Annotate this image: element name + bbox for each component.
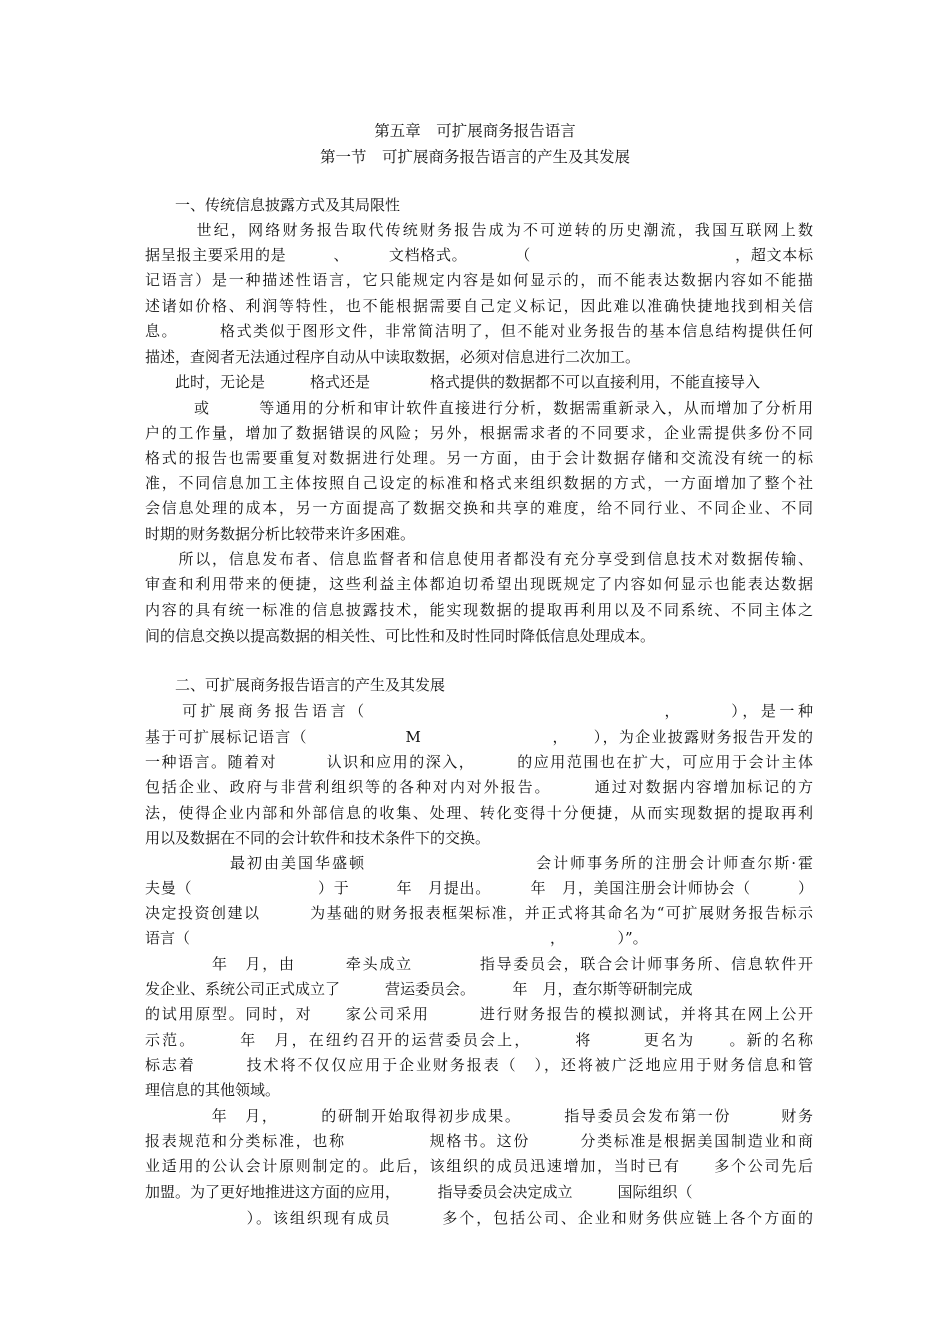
- text-line: 法，使得企业内部和外部信息的收集、处理、转化变得十分便捷，从而实现数据的提取再利: [145, 804, 813, 822]
- text-line: 加盟。为了更好地推进这方面的应用， 指导委员会决定成立 国际组织（: [145, 1183, 693, 1201]
- text-line: 基于可扩展标记语言（ M ， ），为企业披露财务报告开发的: [145, 728, 813, 746]
- text-line: 报表规范和分类标准，也称 规格书。这份 分类标准是根据美国制造业和商: [145, 1132, 813, 1150]
- text-line: 会信息处理的成本，另一方面提高了数据交换和共享的难度，给不同行业、不同企业、不同: [145, 499, 813, 517]
- text-line: 包括企业、政府与非营利组织等的各种对内对外报告。 通过对数据内容增加标记的方: [145, 778, 813, 796]
- text-line: 一、传统信息披露方式及其局限性: [145, 196, 401, 214]
- text-line: 间的信息交换以提高数据的相关性、可比性和及时性同时降低信息处理成本。: [145, 627, 656, 645]
- chapter-title: 第五章 可扩展商务报告语言: [374, 122, 576, 140]
- text-line: 的试用原型。同时，对 家公司采用 进行财务报告的模拟测试，并将其在网上公开: [145, 1005, 813, 1023]
- text-line: 二、可扩展商务报告语言的产生及其发展: [145, 676, 446, 694]
- text-line: ）。该组织现有成员 多个，包括公司、企业和财务供应链上各个方面的: [145, 1209, 813, 1227]
- text-line: 可扩展商务报告语言（ ， ），是一种: [145, 702, 813, 720]
- section-title: 第一节 可扩展商务报告语言的产生及其发展: [319, 148, 630, 166]
- text-line: 年 月， 的研制开始取得初步成果。 指导委员会发布第一份 财务: [145, 1107, 813, 1125]
- text-line: 标志着 技术将不仅仅应用于企业财务报表（ ），还将被广泛地应用于财务信息和管: [145, 1056, 813, 1074]
- text-line: 所以，信息发布者、信息监督者和信息使用者都没有充分享受到信息技术对数据传输、: [145, 550, 813, 568]
- text-line: 时期的财务数据分析比较带来许多困难。: [145, 525, 416, 543]
- text-line: 此时，无论是 格式还是 格式提供的数据都不可以直接利用，不能直接导入: [145, 373, 761, 391]
- text-line: 述诸如价格、利润等特性，也不能根据需要自己定义标记，因此难以准确快捷地找到相关信: [145, 297, 813, 315]
- text-line: 息。 格式类似于图形文件，非常简洁明了，但不能对业务报告的基本信息结构提供任何: [145, 322, 813, 340]
- text-line: 准，不同信息加工主体按照自己设定的标准和格式来组织数据的方式，一方面增加了整个社: [145, 474, 813, 492]
- text-line: 描述，查阅者无法通过程序自动从中读取数据，必须对信息进行二次加工。: [145, 348, 641, 366]
- text-line: 业适用的公认会计原则制定的。此后，该组织的成员迅速增加，当时已有 多个公司先后: [145, 1157, 813, 1175]
- text-line: 年 月，由 牵头成立 指导委员会，联合会计师事务所、信息软件开: [145, 955, 813, 973]
- text-line: 记语言）是一种描述性语言，它只能规定内容是如何显示的，而不能表达数据内容如不能描: [145, 271, 813, 289]
- text-line: 内容的具有统一标准的信息披露技术，能实现数据的提取再利用以及不同系统、不同主体之: [145, 601, 813, 619]
- text-line: 用以及数据在不同的会计软件和技术条件下的交换。: [145, 829, 491, 847]
- text-line: 世纪，网络财务报告取代传统财务报告成为不可逆转的历史潮流，我国互联网上数: [145, 221, 813, 239]
- text-line: 夫曼（ ）于 年 月提出。 年 月，美国注册会计师协会（ ）: [145, 879, 813, 897]
- text-line: 示范。 年 月，在纽约召开的运营委员会上， 将 更名为 。新的名称: [145, 1031, 813, 1049]
- text-line: 审查和利用带来的便捷，这些利益主体都迫切希望出现既规定了内容如何显示也能表达数据: [145, 575, 813, 593]
- text-line: 决定投资创建以 为基础的财务报表框架标准，并正式将其命名为“可扩展财务报告标示: [145, 904, 813, 922]
- text-line: 户的工作量，增加了数据错误的风险；另外，根据需求者的不同要求，企业需提供多份不同: [145, 424, 813, 442]
- text-line: 或 等通用的分析和审计软件直接进行分析，数据需重新录入，从而增加了分析用: [145, 399, 813, 417]
- text-line: 最初由美国华盛顿 会计师事务所的注册会计师查尔斯·霍: [145, 854, 813, 872]
- text-line: 一种语言。随着对 认识和应用的深入， 的应用范围也在扩大，可应用于会计主体: [145, 753, 813, 771]
- text-line: 发企业、系统公司正式成立了 营运委员会。 年 月，查尔斯等研制完成: [145, 980, 693, 998]
- text-line: 理信息的其他领域。: [145, 1081, 281, 1099]
- text-line: 据呈报主要采用的是 、 文档格式。 （ ，超文本标: [145, 246, 813, 264]
- text-line: 语言（ ， ）”。: [145, 929, 648, 947]
- text-line: 格式的报告也需要重复对数据进行处理。另一方面，由于会计数据存储和交流没有统一的标: [145, 449, 813, 467]
